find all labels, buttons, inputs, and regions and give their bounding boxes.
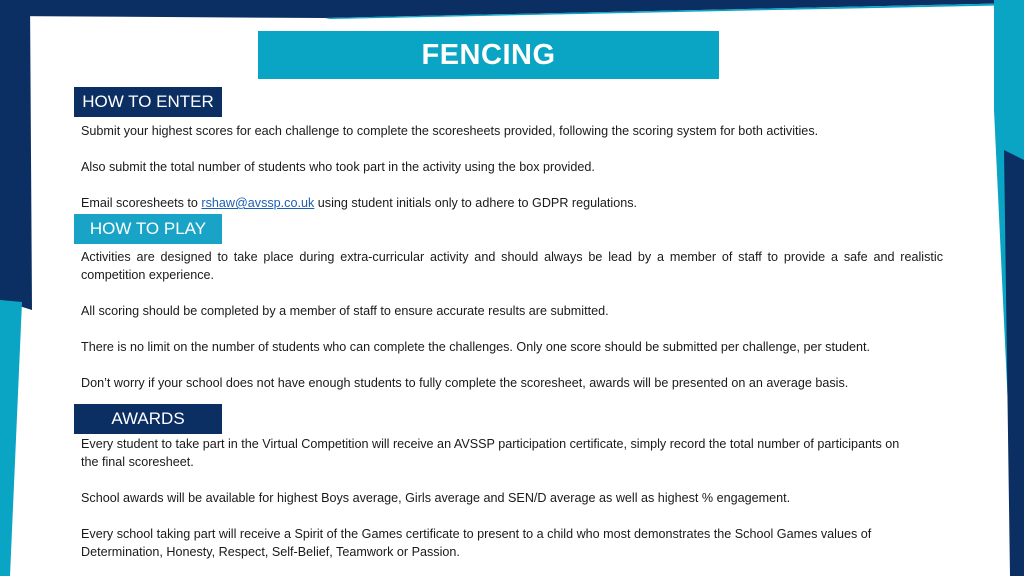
left-teal-strip: [0, 300, 22, 576]
how-to-play-paragraph-2: All scoring should be completed by a member of staff to ensure accurate results are submitted.: [81, 304, 609, 318]
how-to-play-label: HOW TO PLAY: [74, 214, 222, 244]
awards-label: AWARDS: [74, 404, 222, 434]
right-navy-wedge: [1004, 150, 1024, 576]
how-to-enter-paragraph-1: Submit your highest scores for each challenge to complete the scoresheets provided, following the scoring system for both activities.: [81, 124, 819, 138]
page-title: FENCING: [258, 31, 719, 79]
how-to-enter-label: HOW TO ENTER: [74, 87, 222, 117]
email-intro-text: Email scoresheets to: [81, 196, 202, 210]
email-outro-text: using student initials only to adhere to GDPR regulations.: [314, 196, 638, 210]
awards-paragraph-1: Every student to take part in the Virtual Competition will receive an AVSSP participation certificate, simply record the total number of participants on the final scoresheet.: [81, 437, 900, 469]
how-to-play-paragraph-3: There is no limit on the number of students who can complete the challenges. Only one score should be submitted per challenge, per student.: [81, 340, 870, 354]
how-to-play-paragraph-4: Don’t worry if your school does not have enough students to fully complete the scoresheet, awards will be presented on an average basis.: [81, 376, 849, 390]
awards-paragraph-3: Every school taking part will receive a Spirit of the Games certificate to present to a child who most demonstrates the School Games values of Determination, Honesty, Respect, Self-Belief, Teamwork or Passion.: [81, 527, 872, 559]
how-to-play-paragraph-1: Activities are designed to take place during extra-curricular activity and should always be lead by a member of staff to provide a safe and realistic competition experience.: [81, 250, 943, 282]
how-to-enter-paragraph-2: Also submit the total number of students who took part in the activity using the box provided.: [81, 160, 595, 174]
email-link[interactable]: rshaw@avssp.co.uk: [201, 196, 315, 210]
awards-paragraph-2: School awards will be available for highest Boys average, Girls average and SEN/D average as well as highest % engagement.: [81, 491, 791, 505]
left-navy-wedge: [0, 0, 32, 310]
how-to-enter-paragraph-3: [81, 194, 943, 212]
